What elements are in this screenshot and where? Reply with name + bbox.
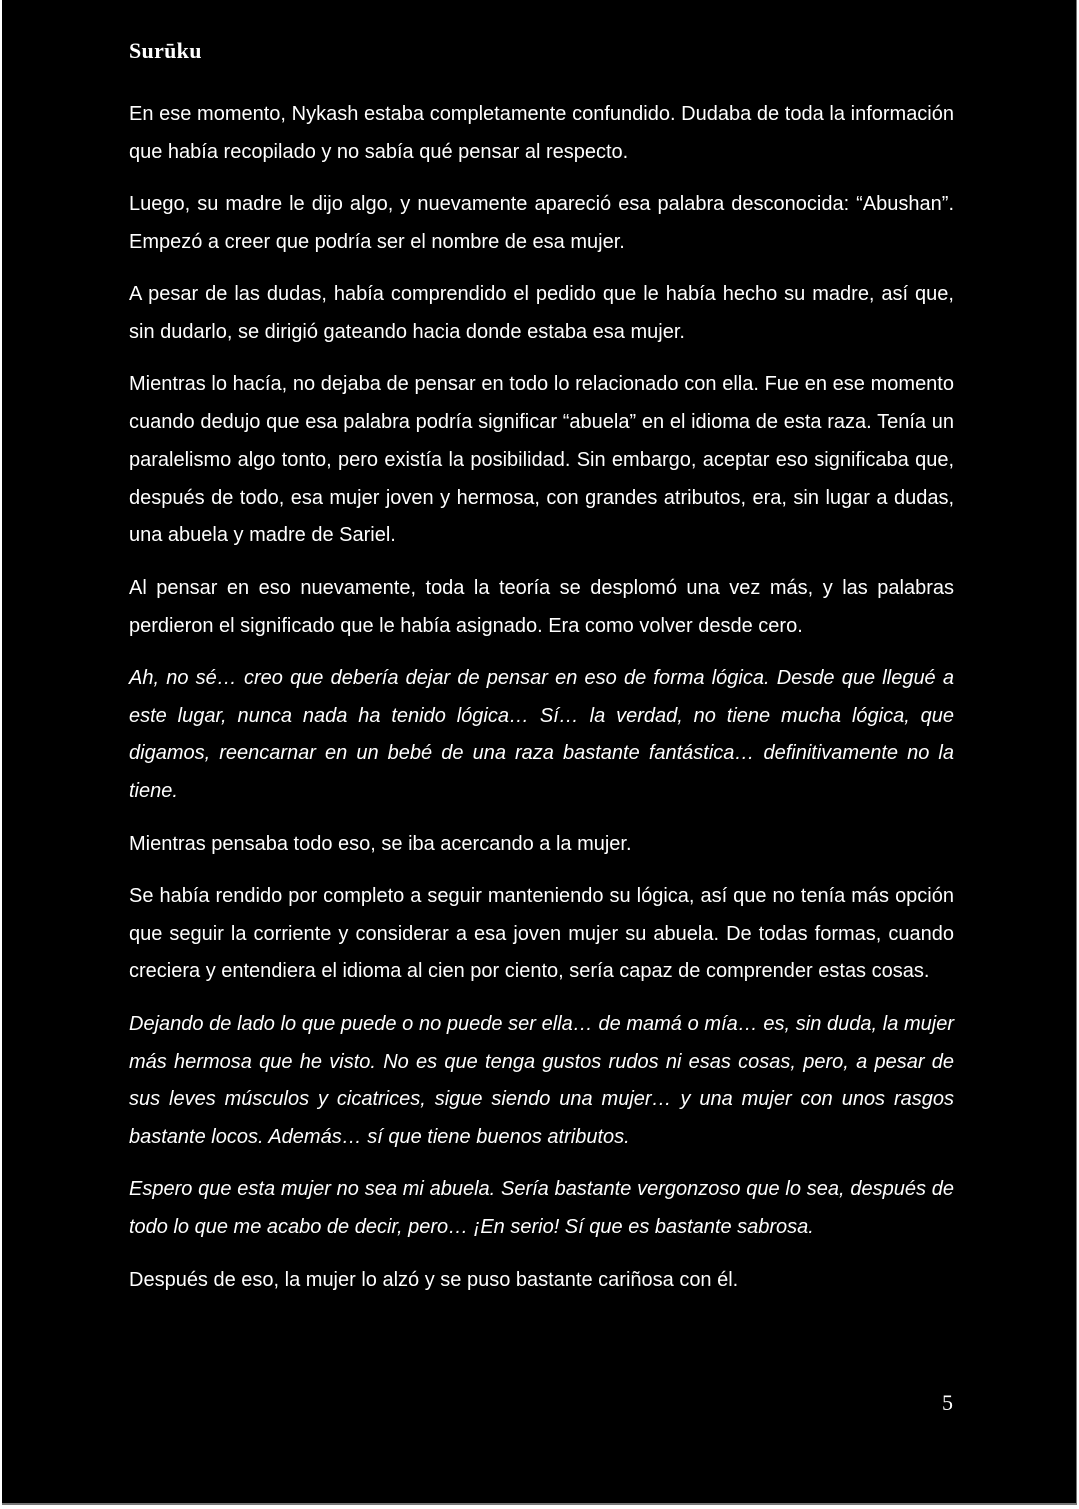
paragraph-thought: Dejando de lado lo que puede o no puede ser ella… de mamá o mía… es, sin duda, la mujer más hermosa que he visto. No es que tenga gustos rudos ni esas cosas, pero, a pesar de sus leves músculos y cicatrices, sigue siendo una mujer… y una mujer con unos rasgos bastante locos. Además… sí que tiene buenos atributos. bbox=[129, 1012, 954, 1149]
running-header-title: Surūku bbox=[129, 38, 202, 63]
body-text bbox=[129, 96, 954, 1314]
paragraph: Después de eso, la mujer lo alzó y se puso bastante cariñosa con él. bbox=[129, 1268, 739, 1291]
document-page bbox=[2, 0, 1077, 1505]
paragraph: Mientras pensaba todo eso, se iba acercando a la mujer. bbox=[129, 832, 632, 855]
paragraph: Al pensar en eso nuevamente, toda la teoría se desplomó una vez más, y las palabras perdieron el significado que le había asignado. Era como volver desde cero. bbox=[129, 576, 954, 637]
page-number: 5 bbox=[942, 1390, 953, 1415]
paragraph-thought: Espero que esta mujer no sea mi abuela. Sería bastante vergonzoso que lo sea, después de todo lo que me acabo de decir, pero… ¡En serio! Sí que es bastante sabrosa. bbox=[129, 1178, 954, 1239]
paragraph: Luego, su madre le dijo algo, y nuevamente apareció esa palabra desconocida: “Abushan”. Empezó a creer que podría ser el nombre de esa mujer. bbox=[129, 193, 954, 253]
paragraph: A pesar de las dudas, había comprendido el pedido que le había hecho su madre, así que, sin dudarlo, se dirigió gateando hacia donde estaba esa mujer. bbox=[129, 283, 954, 343]
paragraph-thought: Ah, no sé… creo que debería dejar de pensar en eso de forma lógica. Desde que llegué a este lugar, nunca nada ha tenido lógica… Sí… la verdad, no tiene mucha lógica, que digamos, reencarnar en un bebé de una raza bastante fantástica… definitivamente no la tiene. bbox=[129, 666, 954, 803]
paragraph: En ese momento, Nykash estaba completamente confundido. Dudaba de toda la información que había recopilado y no sabía qué pensar al respecto. bbox=[129, 103, 954, 163]
paragraph: Se había rendido por completo a seguir manteniendo su lógica, así que no tenía más opción que seguir la corriente y considerar a esa joven mujer su abuela. De todas formas, cuando creciera y entendiera el idioma al cien por ciento, sería capaz de comprender estas cosas. bbox=[129, 884, 954, 983]
paragraph: Mientras lo hacía, no dejaba de pensar en todo lo relacionado con ella. Fue en ese momento cuando dedujo que esa palabra podría significar “abuela” en el idioma de esta raza. Tenía un paralelismo algo tonto, pero existía la posibilidad. Sin embargo, aceptar eso significaba que, después de todo, esa mujer joven y hermosa, con grandes atributos, era, sin lugar a dudas, una abuela y madre de Sariel. bbox=[129, 373, 954, 547]
